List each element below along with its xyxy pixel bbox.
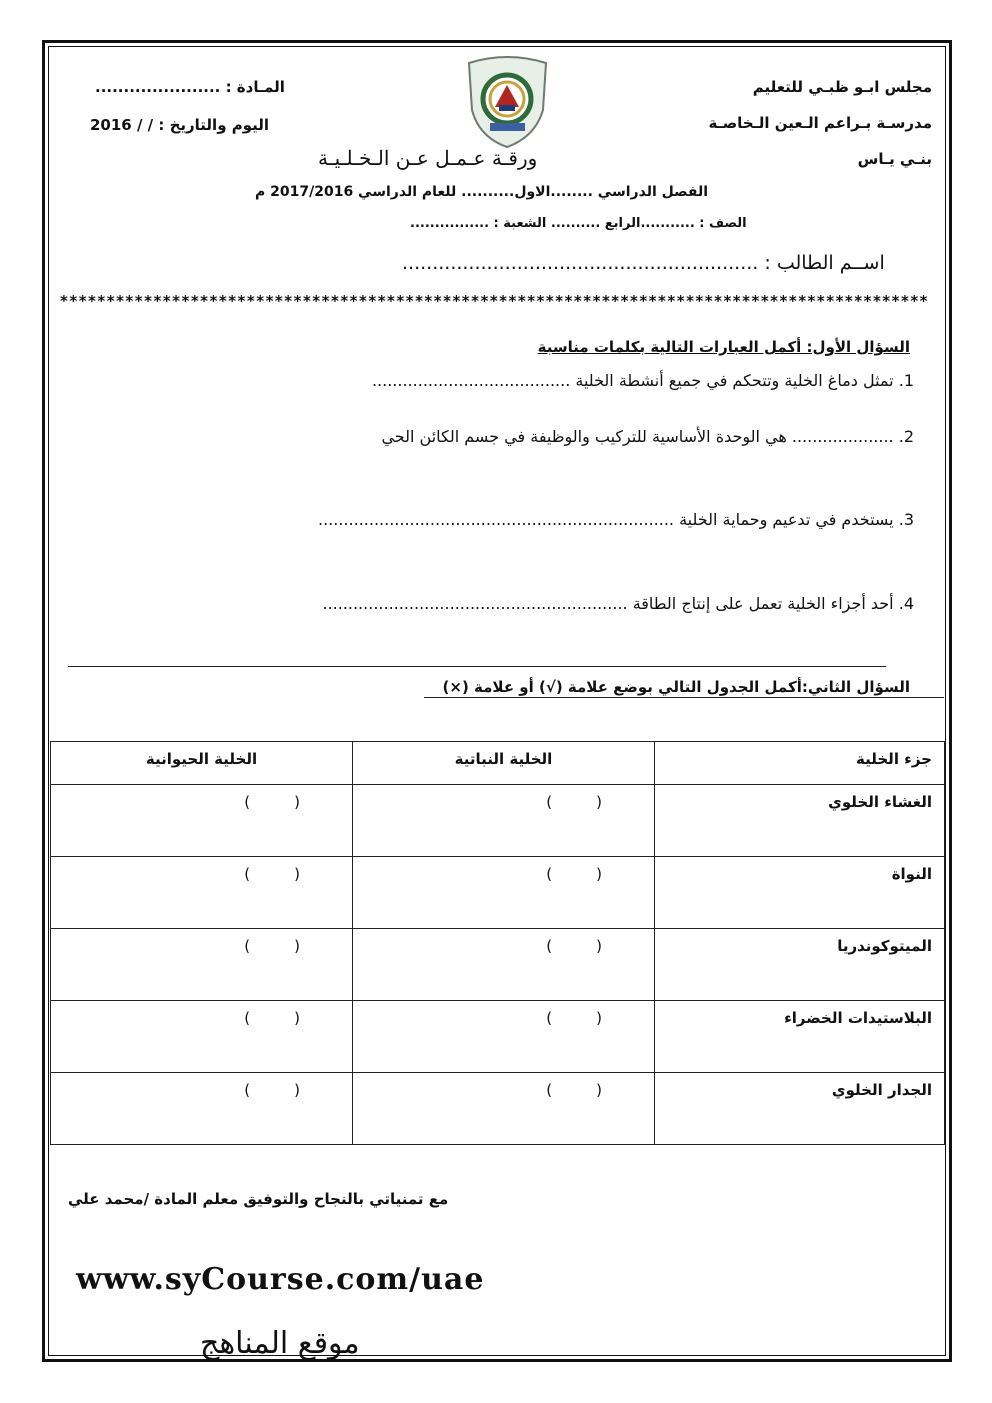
q1-item-2 [381,427,914,446]
cell-part-name: الغشاء الخلوي [655,785,945,857]
teacher-wishes: مع تمنياتي بالنجاح والتوفيق معلم المادة /محمد علي [68,1190,449,1208]
plant-answer-slot[interactable] [353,857,655,929]
animal-answer-slot[interactable] [51,929,353,1001]
bracket-open: ( [546,1081,553,1099]
bracket-open: ( [244,865,251,883]
cell-part-name: الميتوكوندريا [655,929,945,1001]
q1-item-4 [322,594,914,613]
bracket-close: ) [596,1081,602,1099]
animal-answer-slot[interactable] [51,785,353,857]
worksheet-title: ورقـة عـمـل عـن الـخـلـيـة [318,146,538,170]
q1-item-num: 1. [898,371,914,390]
animal-answer-slot[interactable] [51,1001,353,1073]
council-name: مجلس ابـو ظبـي للتعليم [752,78,932,96]
bracket-close: ) [294,1081,300,1099]
q1-item-text: .................... هي الوحدة الأساسية للتركيب والوظيفة في جسم الكائن الحي [381,427,894,446]
bracket-open: ( [244,937,251,955]
bracket-close: ) [294,1009,300,1027]
semester-line: الفصل الدراسي ........الاول.......... للعام الدراسي 2017/2016 م [255,184,709,200]
q1-item-text: أحد أجزاء الخلية تعمل على إنتاج الطاقة ............................................................ [322,594,894,613]
bracket-open: ( [546,1009,553,1027]
website-link[interactable]: www.syCourse.com/uae [76,1262,485,1297]
plant-answer-slot[interactable] [353,929,655,1001]
bracket-close: ) [294,937,300,955]
q1-item-text: يستخدم في تدعيم وحماية الخلية ...................................................................... [318,510,894,529]
bracket-close: ) [596,793,602,811]
q1-item-3 [318,510,914,529]
animal-answer-slot[interactable] [51,1073,353,1145]
table-row [51,929,945,1001]
q1-item-num: 3. [898,510,914,529]
q1-item-num: 4. [898,594,914,613]
section-divider [68,666,886,667]
column-header: الخلية الحيوانية [51,742,353,785]
cell-part-name: النواة [655,857,945,929]
city-name: بنـي يـاس [857,150,932,168]
bracket-open: ( [244,1081,251,1099]
bracket-open: ( [244,793,251,811]
q1-item-1 [372,371,914,390]
stars-divider: ********************************************************************************************* [60,292,930,310]
subject-field: المـادة : ...................... [95,78,285,96]
column-header: الخلية النباتية [353,742,655,785]
bracket-close: ) [596,1009,602,1027]
date-field: اليوم والتاريخ : / / 2016 [90,116,270,134]
q1-item-text: تمثل دماغ الخلية وتتحكم في جميع أنشطة الخلية ....................................... [371,371,894,390]
cell-parts-table [50,741,945,1145]
plant-answer-slot[interactable] [353,1073,655,1145]
bracket-open: ( [546,793,553,811]
bracket-open: ( [244,1009,251,1027]
table-header-row [51,742,945,785]
bracket-close: ) [294,865,300,883]
plant-answer-slot[interactable] [353,1001,655,1073]
bracket-open: ( [546,937,553,955]
table-row [51,1073,945,1145]
cell-part-name: الجدار الخلوي [655,1073,945,1145]
bracket-close: ) [596,865,602,883]
school-name: مدرسـة بـراعم الـعين الـخاصـة [708,114,932,132]
question2-underline [424,697,944,698]
table-row [51,857,945,929]
animal-answer-slot[interactable] [51,857,353,929]
bracket-close: ) [596,937,602,955]
table-row [51,785,945,857]
class-field: الصف : ...........الرابع .......... الشعبة : ................ [410,216,747,231]
site-watermark: موقع المناهج [200,1326,360,1361]
table-row [51,1001,945,1073]
plant-answer-slot[interactable] [353,785,655,857]
bracket-close: ) [294,793,300,811]
q1-item-num: 2. [898,427,914,446]
school-crest-icon [465,55,550,150]
question1-heading: السؤال الأول: أكمل العبارات التالية بكلمات مناسبة [537,338,910,356]
student-name-field: اســم الطالب : ........................................................... [402,252,885,274]
page-border-inner [48,46,946,1356]
question2-heading: السؤال الثاني:أكمل الجدول التالي بوضع علامة (√) أو علامة (×) [442,678,910,696]
bracket-open: ( [546,865,553,883]
column-header: جزء الخلية [655,742,945,785]
cell-part-name: البلاستيدات الخضراء [655,1001,945,1073]
